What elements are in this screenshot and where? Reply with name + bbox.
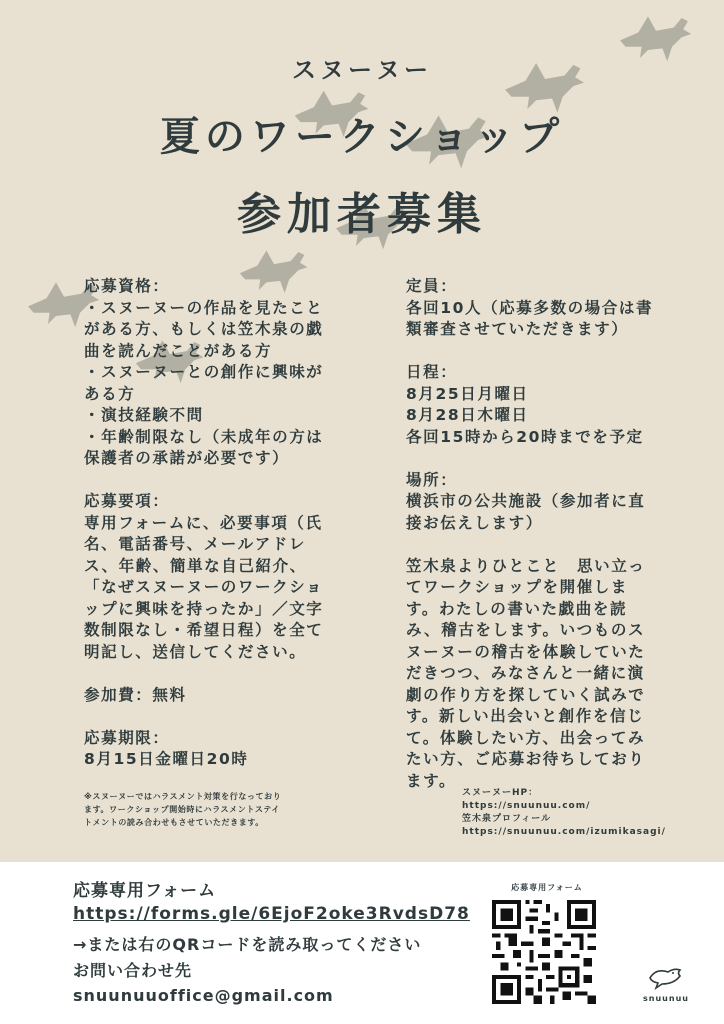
message-line: てワークショップを開催しま	[406, 578, 628, 596]
fee-text: 参加費：無料	[84, 685, 187, 704]
message-line: 劇の作り方を探していく試みで	[406, 685, 646, 704]
snuunuu-logo-bird-icon	[646, 964, 686, 990]
page-subtitle: 参加者募集	[237, 189, 487, 240]
guidelines-line: 名、電話番号、メールアドレ	[84, 535, 306, 553]
place-line: 横浜市の公共施設（参加者に直	[406, 492, 646, 510]
left-column	[84, 276, 354, 771]
qualifications-line: 曲を読んだことがある方	[84, 341, 273, 360]
qualifications-heading: 応募資格：	[84, 277, 170, 295]
guidelines-line: 数制限なし・希望日程）を全て	[84, 621, 324, 639]
profile-link[interactable]: https://snuunuu.com/izumikasagi/	[462, 827, 666, 837]
guidelines-line: 明記し、送信してください。	[84, 642, 307, 661]
deadline-heading: 応募期限：	[84, 728, 170, 747]
schedule-line: 8月28日木曜日	[406, 406, 529, 424]
schedule-line: 各回15時から20時までを予定	[406, 427, 644, 446]
qualifications-line: がある方、もしくは笠木泉の戯	[84, 320, 324, 338]
guidelines-line: ス、年齢、簡単な自己紹介、	[84, 556, 307, 575]
message-line: て。体験したい方、出会ってみ	[406, 728, 646, 747]
profile-label: 笠木泉プロフィール	[462, 814, 552, 824]
qr-code[interactable]	[492, 900, 596, 1004]
footer	[0, 862, 724, 1024]
form-heading: 応募専用フォーム	[73, 881, 217, 901]
capacity-heading: 定員：	[406, 277, 458, 295]
qualifications-line: ある方	[84, 384, 136, 403]
note-line: トメントの読み合わせもさせていただきます。	[84, 818, 264, 827]
schedule-line: 8月25日月曜日	[406, 384, 529, 403]
capacity-line: 類審査させていただきます）	[406, 320, 629, 338]
form-link[interactable]: https://forms.gle/6EjoF2oke3RvdsD78	[73, 904, 470, 924]
capacity-line: 各回10人（応募多数の場合は書	[406, 298, 654, 317]
guidelines-line: ップに興味を持ったか」／文字	[84, 599, 324, 618]
contact-email[interactable]: snuunuuoffice@gmail.com	[73, 986, 334, 1005]
qualifications-line: ・スヌーヌーとの創作に興味が	[84, 363, 324, 381]
qualifications-line: ・スヌーヌーの作品を見たこと	[84, 298, 324, 317]
right-column	[406, 276, 668, 792]
message-line: み、稽古をします。いつものス	[406, 621, 646, 639]
note-line: ます。ワークショップ開始時にハラスメントステイ	[84, 805, 280, 814]
brand-name: スヌーヌー	[292, 56, 432, 84]
guidelines-line: 「なぜスヌーヌーのワークショ	[84, 578, 324, 596]
message-line: 笠木泉よりひとこと 思い立っ	[406, 556, 646, 575]
harassment-note	[84, 790, 354, 829]
title-block	[0, 50, 724, 242]
hp-label: スヌーヌーHP：	[462, 788, 539, 798]
qr-instruction: →または右のQRコードを読み取ってください	[73, 935, 422, 954]
message-line: ヌーヌーの稽古を体験していた	[406, 642, 646, 661]
snuunuu-logo	[638, 964, 694, 1003]
qualifications-line: ・演技経験不問	[84, 406, 204, 424]
page-title: 夏のワークショップ	[159, 114, 565, 160]
message-line: たい方、ご応募お待ちしており	[406, 750, 646, 768]
links-block	[462, 787, 682, 839]
schedule-heading: 日程：	[406, 363, 458, 381]
message-line: す。新しい出会いと創作を信じ	[406, 707, 645, 725]
guidelines-heading: 応募要項：	[84, 492, 170, 510]
hp-link[interactable]: https://snuunuu.com/	[462, 801, 591, 811]
place-line: 接お伝えします）	[406, 513, 543, 532]
deadline-text: 8月15日金曜日20時	[84, 750, 249, 768]
qualifications-line: ・年齢制限なし（未成年の方は	[84, 427, 324, 446]
qr-label: 応募専用フォーム	[511, 883, 583, 892]
message-line: ます。	[406, 771, 457, 790]
logo-text: snuunuu	[643, 994, 689, 1003]
message-line: だきつつ、みなさんと一緒に演	[406, 664, 645, 682]
place-heading: 場所：	[406, 470, 458, 489]
qualifications-line: 保護者の承諾が必要です）	[84, 449, 290, 467]
contact-heading: お問い合わせ先	[73, 961, 193, 980]
guidelines-line: 専用フォームに、必要事項（氏	[84, 513, 323, 532]
message-line: す。わたしの書いた戯曲を読	[406, 599, 628, 618]
note-line: ※スヌーヌーではハラスメント対策を行なっており	[84, 792, 282, 801]
